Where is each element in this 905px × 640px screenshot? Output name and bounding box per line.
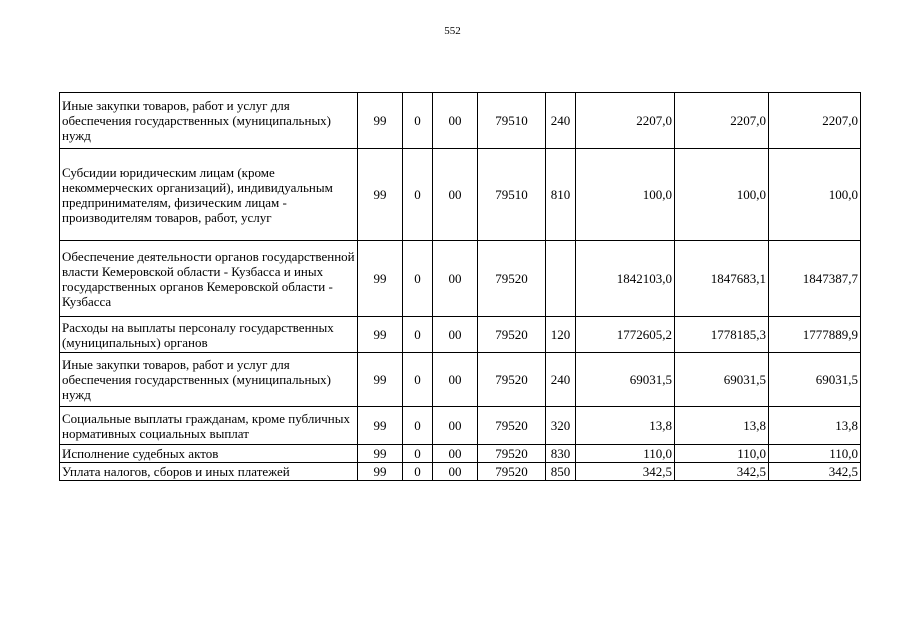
cell-code-5: 850 [546,463,576,481]
cell-value-1: 2207,0 [576,93,675,149]
cell-code-1: 99 [358,407,403,445]
cell-value-2: 13,8 [675,407,769,445]
cell-code-5: 810 [546,149,576,241]
cell-code-3: 00 [433,93,478,149]
cell-value-3: 100,0 [769,149,861,241]
row-description: Иные закупки товаров, работ и услуг для обеспечения государственных (муниципальных) нужд [60,93,358,149]
cell-code-3: 00 [433,353,478,407]
cell-code-2: 0 [403,353,433,407]
cell-value-3: 1777889,9 [769,317,861,353]
cell-code-3: 00 [433,317,478,353]
cell-code-4: 79510 [478,93,546,149]
cell-code-3: 00 [433,445,478,463]
cell-code-1: 99 [358,463,403,481]
cell-code-4: 79520 [478,353,546,407]
cell-code-3: 00 [433,149,478,241]
table-row [60,317,861,353]
budget-table [59,92,861,481]
cell-value-2: 100,0 [675,149,769,241]
table-row [60,241,861,317]
row-description: Уплата налогов, сборов и иных платежей [60,463,358,481]
cell-code-2: 0 [403,149,433,241]
cell-code-1: 99 [358,353,403,407]
row-description: Социальные выплаты гражданам, кроме публичных нормативных социальных выплат [60,407,358,445]
cell-value-3: 69031,5 [769,353,861,407]
cell-code-5: 240 [546,93,576,149]
table-row [60,353,861,407]
cell-value-3: 13,8 [769,407,861,445]
cell-code-4: 79520 [478,241,546,317]
cell-code-5: 830 [546,445,576,463]
cell-code-4: 79520 [478,445,546,463]
cell-value-3: 2207,0 [769,93,861,149]
row-description: Субсидии юридическим лицам (кроме некоммерческих организаций), индивидуальным предпринимателям, физическим лицам - производителям товаров, работ, услуг [60,149,358,241]
cell-value-3: 342,5 [769,463,861,481]
cell-code-1: 99 [358,93,403,149]
cell-value-2: 342,5 [675,463,769,481]
cell-code-2: 0 [403,241,433,317]
table-row [60,149,861,241]
cell-value-1: 1842103,0 [576,241,675,317]
cell-code-2: 0 [403,445,433,463]
cell-code-5 [546,241,576,317]
cell-code-2: 0 [403,407,433,445]
cell-value-1: 13,8 [576,407,675,445]
cell-code-3: 00 [433,463,478,481]
cell-value-2: 69031,5 [675,353,769,407]
table-row [60,407,861,445]
cell-value-1: 342,5 [576,463,675,481]
cell-code-4: 79520 [478,317,546,353]
cell-code-1: 99 [358,149,403,241]
cell-value-1: 110,0 [576,445,675,463]
cell-value-2: 110,0 [675,445,769,463]
cell-code-2: 0 [403,317,433,353]
cell-value-2: 2207,0 [675,93,769,149]
row-description: Расходы на выплаты персоналу государственных (муниципальных) органов [60,317,358,353]
table-row [60,93,861,149]
cell-value-1: 100,0 [576,149,675,241]
cell-value-1: 69031,5 [576,353,675,407]
cell-code-4: 79520 [478,407,546,445]
row-description: Обеспечение деятельности органов государственной власти Кемеровской области - Кузбасса и иных государственных органов Кемеровской области - Кузбасса [60,241,358,317]
cell-code-2: 0 [403,463,433,481]
cell-value-2: 1847683,1 [675,241,769,317]
cell-code-5: 320 [546,407,576,445]
cell-code-1: 99 [358,445,403,463]
cell-value-1: 1772605,2 [576,317,675,353]
page-number: 552 [444,25,461,37]
cell-code-2: 0 [403,93,433,149]
cell-value-3: 1847387,7 [769,241,861,317]
cell-value-3: 110,0 [769,445,861,463]
cell-code-5: 240 [546,353,576,407]
table-row [60,445,861,463]
cell-code-1: 99 [358,317,403,353]
cell-code-1: 99 [358,241,403,317]
cell-code-4: 79520 [478,463,546,481]
cell-code-4: 79510 [478,149,546,241]
row-description: Иные закупки товаров, работ и услуг для обеспечения государственных (муниципальных) нужд [60,353,358,407]
table-row [60,463,861,481]
cell-code-5: 120 [546,317,576,353]
cell-value-2: 1778185,3 [675,317,769,353]
cell-code-3: 00 [433,407,478,445]
row-description: Исполнение судебных актов [60,445,358,463]
cell-code-3: 00 [433,241,478,317]
